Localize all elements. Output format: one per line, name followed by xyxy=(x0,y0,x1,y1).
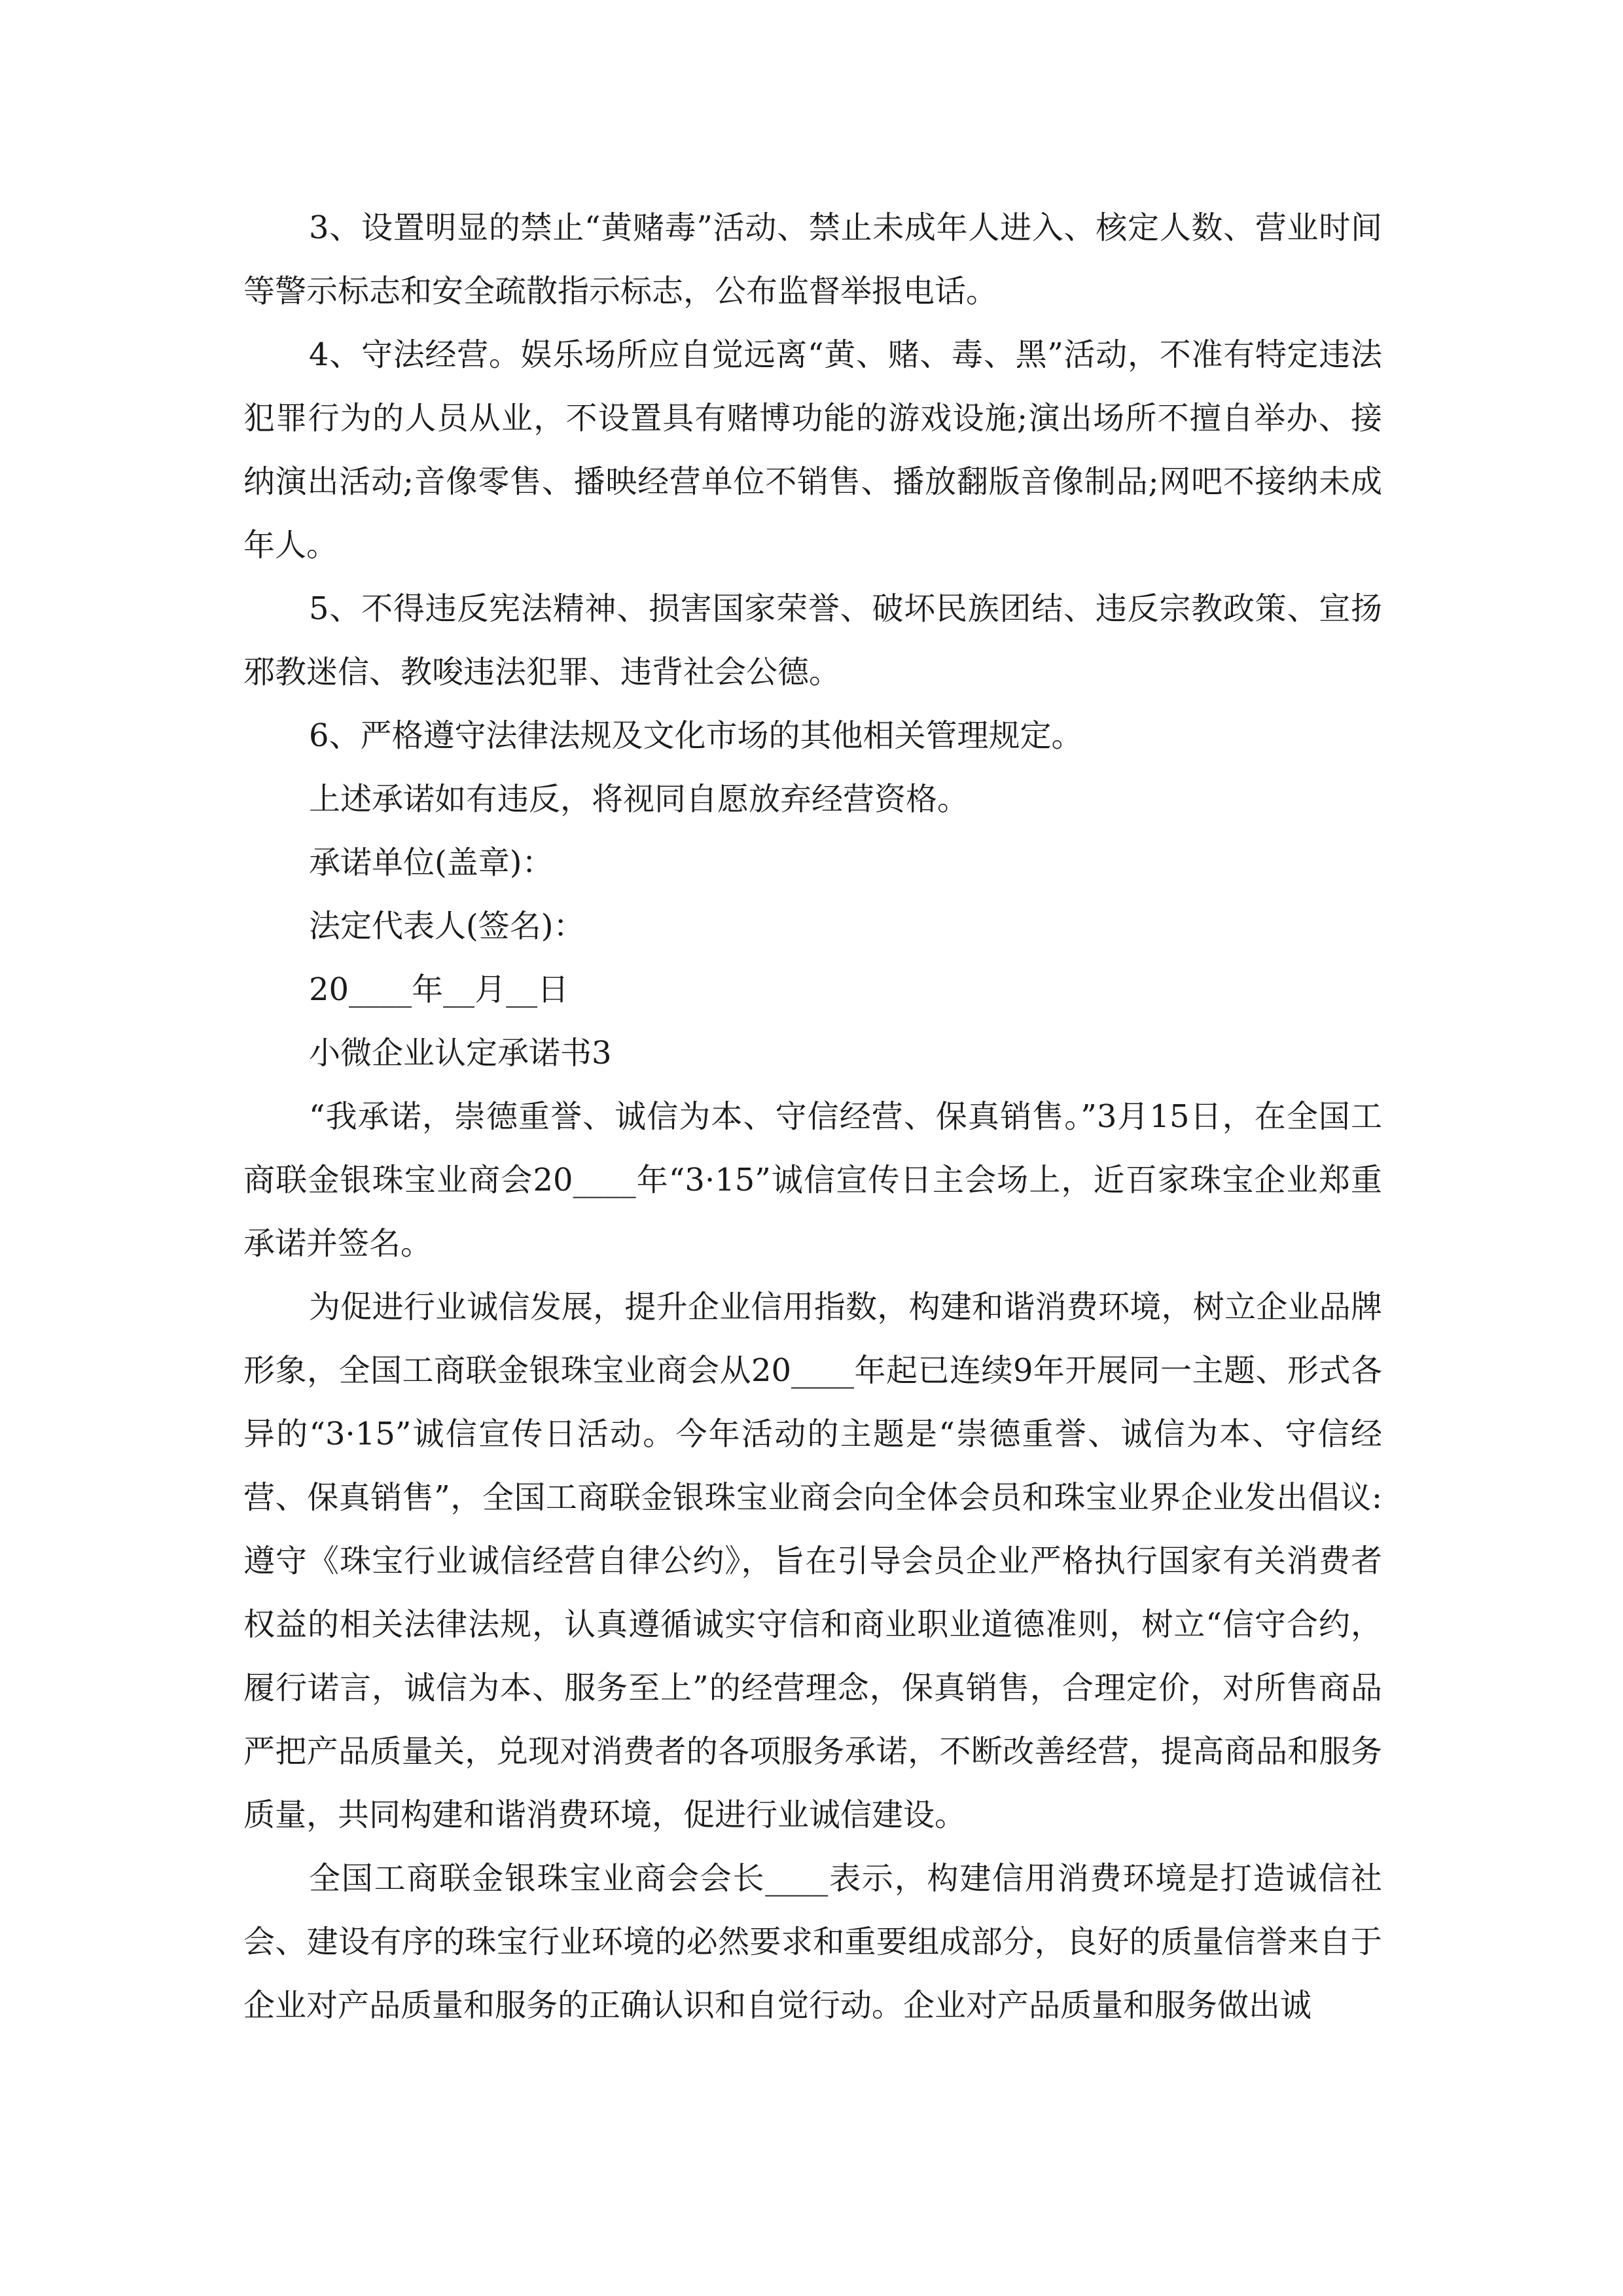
paragraph-initiative: 为促进行业诚信发展，提升企业信用指数，构建和谐消费环境，树立企业品牌形象，全国工商联金银珠宝业商会从20____年起已连续9年开展同一主题、形式各异的“3·15”诚信宣传日活动。今年活动的主题是“崇德重誉、诚信为本、守信经营、保真销售”，全国工商联金银珠宝业商会向全体会员和珠宝业界企业发出倡议:遵守《珠宝行业诚信经营自律公约》，旨在引导会员企业严格执行国家有关消费者权益的相关法律法规，认真遵循诚实守信和商业职业道德准则，树立“信守合约，履行诺言，诚信为本、服务至上”的经营理念，保真销售，合理定价，对所售商品严把产品质量关，兑现对消费者的各项服务承诺，不断改善经营，提高商品和服务质量，共同构建和谐消费环境，促进行业诚信建设。 xyxy=(243,1289,1382,1833)
paragraph-item-3: 3、设置明显的禁止“黄赌毒”活动、禁止未成年人进入、核定人数、营业时间等警示标志和安全疏散指示标志，公布监督举报电话。 xyxy=(243,209,1382,310)
legal-representative-signature-line: 法定代表人(签名)： xyxy=(309,908,585,944)
paragraph-item-6: 6、严格遵守法律法规及文化市场的其他相关管理规定。 xyxy=(309,717,1083,754)
document-body xyxy=(243,196,1382,2037)
paragraph-item-5: 5、不得违反宪法精神、损害国家荣誉、破坏民族团结、违反宗教政策、宣扬邪教迷信、教唆违法犯罪、违背社会公德。 xyxy=(243,590,1382,691)
paragraph-item-4: 4、守法经营。娱乐场所应自觉远离“黄、赌、毒、黑”活动，不准有特定违法犯罪行为的人员从业，不设置具有赌博功能的游戏设施;演出场所不擅自举办、接纳演出活动;音像零售、播映经营单位不销售、播放翻版音像制品;网吧不接纳未成年人。 xyxy=(243,336,1382,564)
paragraph-pledge-quote: “我承诺，崇德重誉、诚信为本、守信经营、保真销售。”3月15日，在全国工商联金银珠宝业商会20____年“3·15”诚信宣传日主会场上，近百家珠宝企业郑重承诺并签名。 xyxy=(243,1098,1382,1262)
date-line: 20____年__月__日 xyxy=(309,971,569,1008)
violation-statement: 上述承诺如有违反，将视同自愿放弃经营资格。 xyxy=(309,781,969,817)
paragraph-chairman-statement: 全国工商联金银珠宝业商会会长____表示，构建信用消费环境是打造诚信社会、建设有序的珠宝行业环境的必然要求和重要组成部分，良好的质量信誉来自于企业对产品质量和服务的正确认识和自觉行动。企业对产品质量和服务做出诚 xyxy=(243,1860,1382,2024)
section-title: 小微企业认定承诺书3 xyxy=(309,1035,612,1071)
committing-unit-seal-line: 承诺单位(盖章)： xyxy=(309,844,554,881)
